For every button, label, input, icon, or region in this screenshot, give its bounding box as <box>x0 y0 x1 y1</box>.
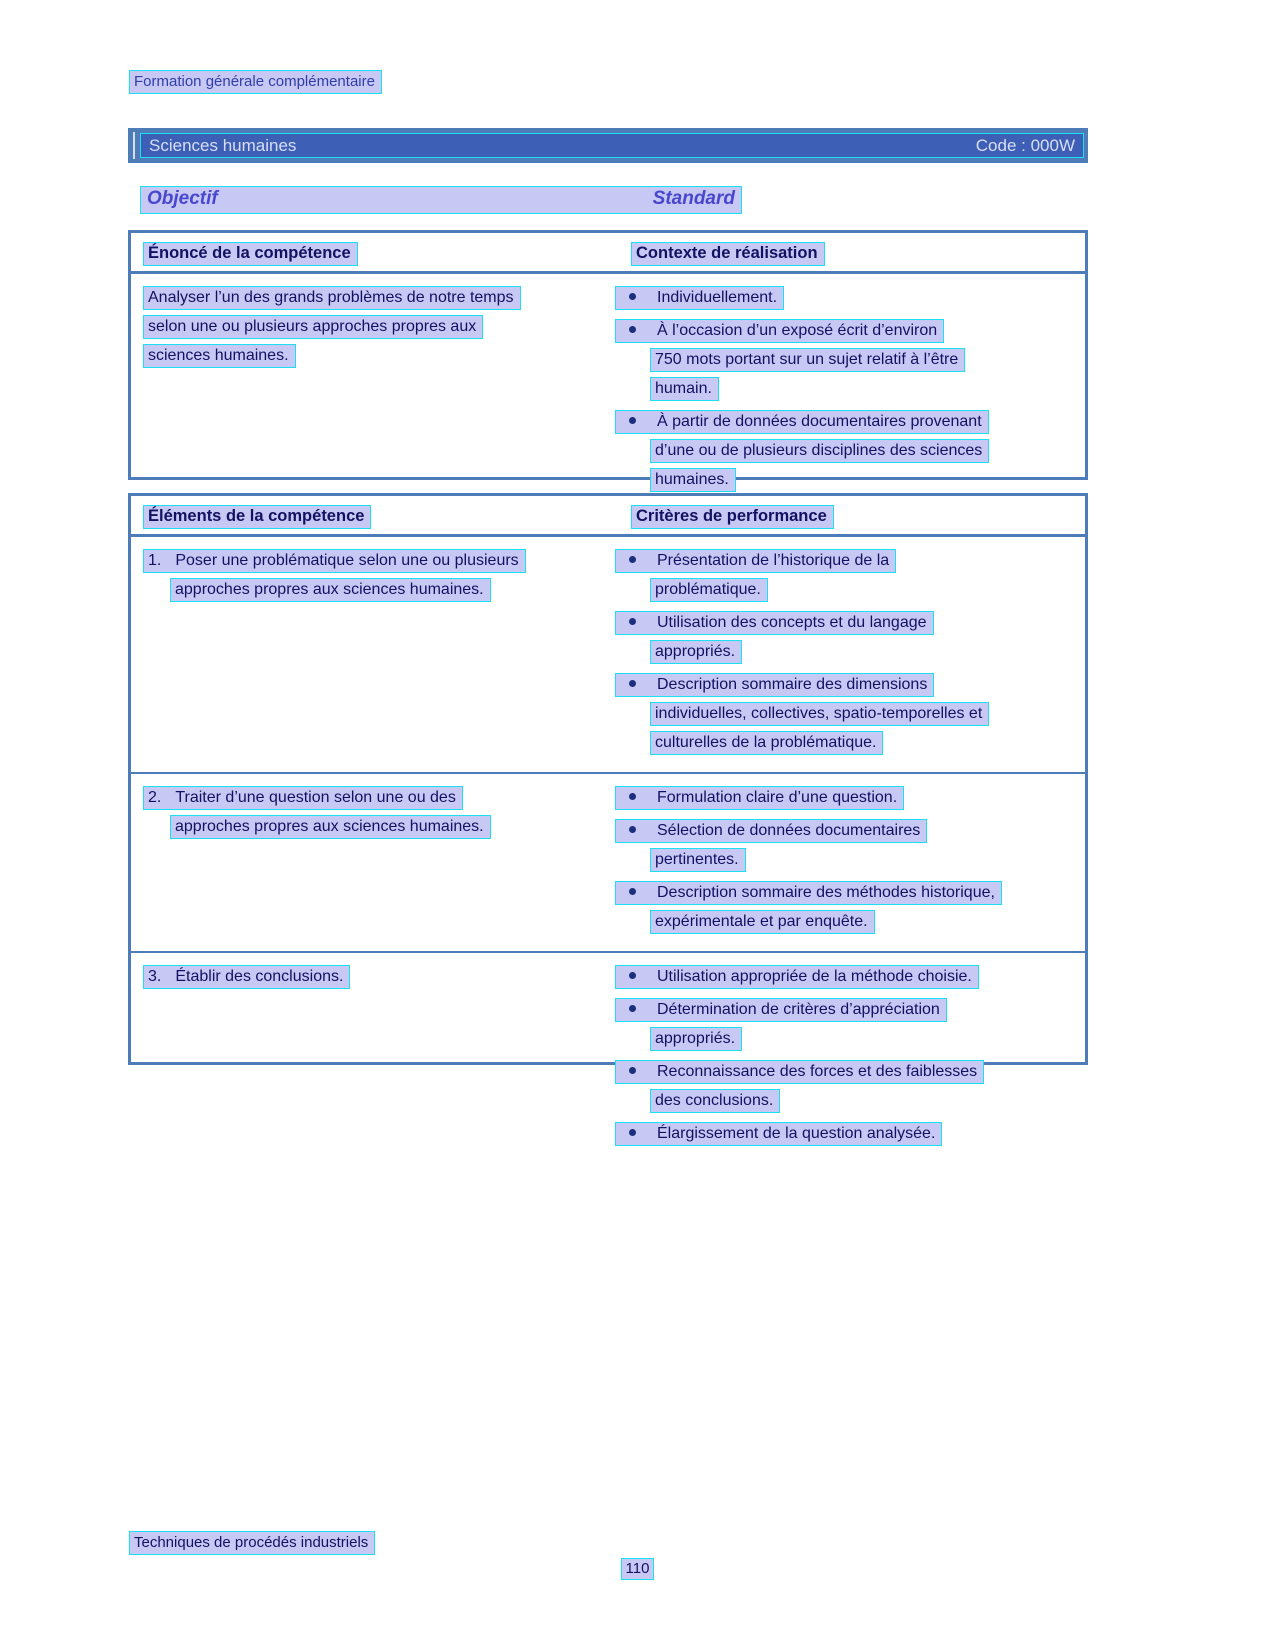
text-line: Formulation claire d’une question. <box>615 786 1085 810</box>
ocr-word-box: la <box>377 1202 397 1222</box>
text-line: Description sommaire des dimensions <box>615 673 1085 697</box>
criteria-1-list <box>615 549 1085 764</box>
text-line: 2. Traiter d’une question selon une ou des <box>143 786 615 810</box>
ocr-word-box: objectifs <box>309 1314 374 1334</box>
text-line: humain. <box>650 377 1085 401</box>
text-line: approches propres aux sciences humaines. <box>170 815 615 839</box>
ocr-word-box: codes <box>309 1286 358 1306</box>
text-line: des conclusions. <box>650 1089 1085 1113</box>
ocr-word-box: 360. <box>506 1230 544 1250</box>
ocr-word-box: Les <box>273 1286 306 1306</box>
ocr-word-box: sont <box>892 1286 929 1306</box>
text-line: expérimentale et par enquête. <box>650 910 1085 934</box>
competence-table <box>128 230 1088 488</box>
element-2-text <box>143 786 615 943</box>
precision-line <box>270 1200 1026 1224</box>
text-line: 750 mots portant sur un sujet relatif à l’être <box>650 348 1085 372</box>
bullet-item <box>615 998 1085 1051</box>
item-number: 1. <box>148 552 162 569</box>
elements-table-header <box>131 496 1085 537</box>
ocr-word-box: code <box>304 1202 346 1222</box>
ocr-word-box: ou <box>654 1314 679 1334</box>
ocr-word-box: : <box>230 1202 242 1222</box>
ocr-word-box: multidisciplinaire. <box>699 1258 825 1278</box>
context-bullet-list <box>615 286 1085 501</box>
text-line: 3. Établir des conclusions. <box>143 965 615 989</box>
ocr-word-box: 2 <box>267 1170 284 1190</box>
banner-title: Sciences humaines <box>149 135 297 155</box>
ocr-word-box: dans <box>507 1258 549 1278</box>
bullet-icon <box>629 618 636 625</box>
bullet-item <box>615 1060 1085 1113</box>
competence-table-header <box>131 233 1085 274</box>
bullet-icon <box>629 326 636 333</box>
ocr-line-box <box>270 1312 746 1336</box>
ocr-word-box: mesure <box>693 1286 753 1306</box>
bullet-icon <box>629 556 636 563</box>
text-line: approches propres aux sciences humaines. <box>170 578 615 602</box>
ocr-word-box: Le <box>273 1258 298 1278</box>
ocr-word-box: le <box>552 1258 572 1278</box>
banner-code: Code : 000W <box>975 135 1075 155</box>
criteres-header: Critères de performance <box>631 505 834 529</box>
text-line: À partir de données documentaires provenant <box>615 410 1085 434</box>
bullet-item <box>615 549 1085 602</box>
bullet-icon <box>629 680 636 687</box>
text-line: appropriés. <box>650 1027 1085 1051</box>
text-line: Sélection de données documentaires <box>615 819 1085 843</box>
ocr-line-box <box>270 1284 1020 1308</box>
ocr-word-box: 345 <box>422 1286 456 1306</box>
elements-header-right <box>615 505 1085 529</box>
text-line: À l’occasion d’un exposé écrit d’environ <box>615 319 1085 343</box>
bullet-item <box>615 1122 1085 1146</box>
ocr-word-box: ne <box>864 1286 889 1306</box>
element-3-text <box>143 965 615 1155</box>
ocr-word-box: et <box>483 1230 504 1250</box>
page-number <box>0 1558 1275 1580</box>
precision-line <box>270 1256 1026 1280</box>
text-line: 1. Poser une problématique selon une ou plusieurs <box>143 549 615 573</box>
ocr-line-box <box>144 1200 248 1224</box>
precision-line <box>270 1284 1026 1308</box>
ocr-word-box: reliés <box>969 1286 1014 1306</box>
bullet-item <box>615 786 1085 810</box>
bullet-item <box>615 881 1085 934</box>
ocr-word-box: doit <box>383 1258 416 1278</box>
ocr-line-box <box>270 1256 831 1280</box>
standard-heading: Standard <box>652 188 735 209</box>
precision-line <box>270 1228 1026 1252</box>
text-line: pertinentes. <box>650 848 1085 872</box>
ocr-word-box: être <box>525 1286 560 1306</box>
bullet-icon <box>629 1129 636 1136</box>
contexte-header: Contexte de réalisation <box>631 242 825 266</box>
ocr-word-box: être <box>419 1258 454 1278</box>
ocr-word-box: cas <box>575 1258 607 1278</box>
precisions-row <box>144 1200 1067 1340</box>
header-note-text: Formation générale complémentaire <box>129 70 382 94</box>
ocr-word-box: à <box>1004 1202 1021 1222</box>
competence-table-body <box>131 274 1085 509</box>
ocr-word-box: dans <box>626 1286 668 1306</box>
ocr-word-box: de <box>377 1314 402 1334</box>
bullet-item <box>615 965 1085 989</box>
elements-row-3 <box>131 953 1085 1163</box>
text-line: Utilisation appropriée de la méthode choisie. <box>615 965 1085 989</box>
text-line: Reconnaissance des forces et des faiblesses <box>615 1060 1085 1084</box>
ocr-word-box: 300 <box>446 1230 480 1250</box>
text-line: Individuellement. <box>615 286 1085 310</box>
ocr-word-box: peuvent <box>459 1286 522 1306</box>
bullet-item <box>615 819 1085 872</box>
ocr-word-box: générale <box>504 1314 572 1334</box>
ocr-word-box: formation <box>428 1314 501 1334</box>
ocr-word-box: 305 <box>346 1258 380 1278</box>
ocr-word-box: d’apprentissage <box>227 1094 362 1114</box>
page-number-text: 110 <box>621 1558 655 1580</box>
bullet-icon <box>629 972 636 979</box>
ocr-word-box: cours <box>815 1286 861 1306</box>
elements-row-2 <box>131 774 1085 953</box>
text-line: individuelles, collectives, spatio-temporelles et <box>650 702 1085 726</box>
ocr-line-box <box>270 1200 1026 1224</box>
item-number: 2. <box>148 789 162 806</box>
ocr-line-box <box>270 1228 551 1252</box>
ocr-word-box: : <box>202 1170 214 1190</box>
bullet-icon <box>629 826 636 833</box>
competence-statement <box>143 286 615 501</box>
ocr-word-box: 300 <box>444 1202 478 1222</box>
ocr-word-box: code <box>301 1258 343 1278</box>
bullet-icon <box>629 293 636 300</box>
bullet-icon <box>629 1005 636 1012</box>
bullet-icon <box>629 417 636 424</box>
ocr-word-box: codes <box>393 1230 442 1250</box>
objectif-heading: Objectif <box>147 188 218 209</box>
title-banner-strip <box>140 133 1084 158</box>
ocr-word-box: commune <box>575 1314 651 1334</box>
footer-program <box>129 1531 375 1555</box>
ocr-word-box: Périodes <box>147 1138 216 1158</box>
ocr-word-box: pas <box>933 1286 966 1306</box>
bullet-item <box>615 673 1085 755</box>
units-row <box>144 1168 1067 1192</box>
precisions-label <box>144 1200 270 1340</box>
objectif-standard-box <box>140 186 742 214</box>
ocr-word-box: propre. <box>682 1314 739 1334</box>
ocr-word-box: la <box>670 1286 690 1306</box>
ocr-word-box: cours <box>650 1258 696 1278</box>
ocr-word-box: 000W, <box>949 1202 1001 1222</box>
text-line: problématique. <box>650 578 1085 602</box>
ocr-word-box: d’enseignement <box>219 1138 336 1158</box>
bullet-icon <box>629 888 636 895</box>
bullet-icon <box>629 793 636 800</box>
ocr-word-box: : <box>340 1138 352 1158</box>
text-line: sciences humaines. <box>143 344 615 368</box>
ocr-line-box <box>144 1168 220 1192</box>
ocr-word-box: la <box>405 1314 425 1334</box>
ocr-word-box: l’exception <box>273 1230 354 1250</box>
ocr-word-box: 340 <box>361 1286 395 1306</box>
units-label <box>144 1168 220 1192</box>
bullet-icon <box>629 1067 636 1074</box>
ocr-word-box: 400 <box>510 1202 544 1222</box>
enonce-header: Énoncé de la compétence <box>143 242 358 266</box>
elements-row-1 <box>131 537 1085 774</box>
ocr-word-box: de <box>348 1202 373 1222</box>
ocr-word-box: cours <box>813 1202 859 1222</box>
text-line: d’une ou de plusieurs disciplines des sciences <box>650 439 1085 463</box>
ocr-word-box: être <box>582 1202 617 1222</box>
elements-header: Éléments de la compétence <box>143 505 371 529</box>
text-line: appropriés. <box>650 640 1085 664</box>
header-note <box>129 70 382 94</box>
bullet-item <box>615 611 1085 664</box>
text-line: Analyser l’un des grands problèmes de notre temps <box>143 286 615 310</box>
ocr-word-box: des <box>357 1230 390 1250</box>
text-line: Utilisation des concepts et du langage <box>615 611 1085 635</box>
ocr-word-box: Activités <box>147 1094 224 1114</box>
footer-program-text: Techniques de procédés industriels <box>129 1531 375 1555</box>
text-line: Description sommaire des méthodes historique, <box>615 881 1085 905</box>
ocr-word-box: rattacher <box>713 1202 782 1222</box>
bullet-item <box>615 286 1085 310</box>
ocr-word-box: utilisé <box>620 1202 668 1222</box>
criteria-3-list <box>615 965 1085 1155</box>
ocr-word-box: ou <box>481 1202 506 1222</box>
bullet-item <box>615 319 1085 401</box>
ocr-word-box: aux <box>273 1314 306 1334</box>
ocr-word-box: l’objectif <box>882 1202 946 1222</box>
criteria-2-list <box>615 786 1085 943</box>
ocr-word-box: Unités <box>147 1170 199 1190</box>
text-line: Détermination de critères d’appréciation <box>615 998 1085 1022</box>
ocr-word-box: Précisions <box>147 1202 227 1222</box>
ocr-word-box: où <box>756 1286 781 1306</box>
section-headers <box>140 186 742 214</box>
text-line: culturelles de la problématique. <box>650 731 1085 755</box>
competence-header-left <box>143 242 615 266</box>
ocr-line-box <box>264 1168 290 1192</box>
bullet-item <box>615 410 1085 492</box>
text-line: humaines. <box>650 468 1085 492</box>
elements-header-left <box>143 505 615 529</box>
ocr-word-box: et <box>398 1286 419 1306</box>
ocr-word-box: un <box>785 1202 810 1222</box>
ocr-word-box: les <box>784 1286 812 1306</box>
text-line: selon une ou plusieurs approches propres aux <box>143 315 615 339</box>
ocr-word-box: utilisés, <box>563 1286 623 1306</box>
precisions-text <box>270 1200 1026 1340</box>
ocr-word-box: série <box>400 1202 442 1222</box>
ocr-word-box: d’un <box>610 1258 647 1278</box>
item-number: 3. <box>148 968 162 985</box>
units-value <box>264 1168 290 1192</box>
ocr-word-box: 45 <box>379 1138 404 1158</box>
text-line: Élargissement de la question analysée. <box>615 1122 1085 1146</box>
competence-header-right <box>615 242 1085 266</box>
ocr-word-box: utilisé <box>456 1258 504 1278</box>
element-1-text <box>143 549 615 764</box>
text-line: Présentation de l’historique de la <box>615 549 1085 573</box>
ocr-word-box: à <box>862 1202 879 1222</box>
ocr-word-box: Un <box>273 1202 301 1222</box>
precision-line <box>270 1312 1026 1336</box>
ocr-word-box: pour <box>671 1202 710 1222</box>
ocr-word-box: doit <box>546 1202 579 1222</box>
title-banner <box>128 128 1088 163</box>
